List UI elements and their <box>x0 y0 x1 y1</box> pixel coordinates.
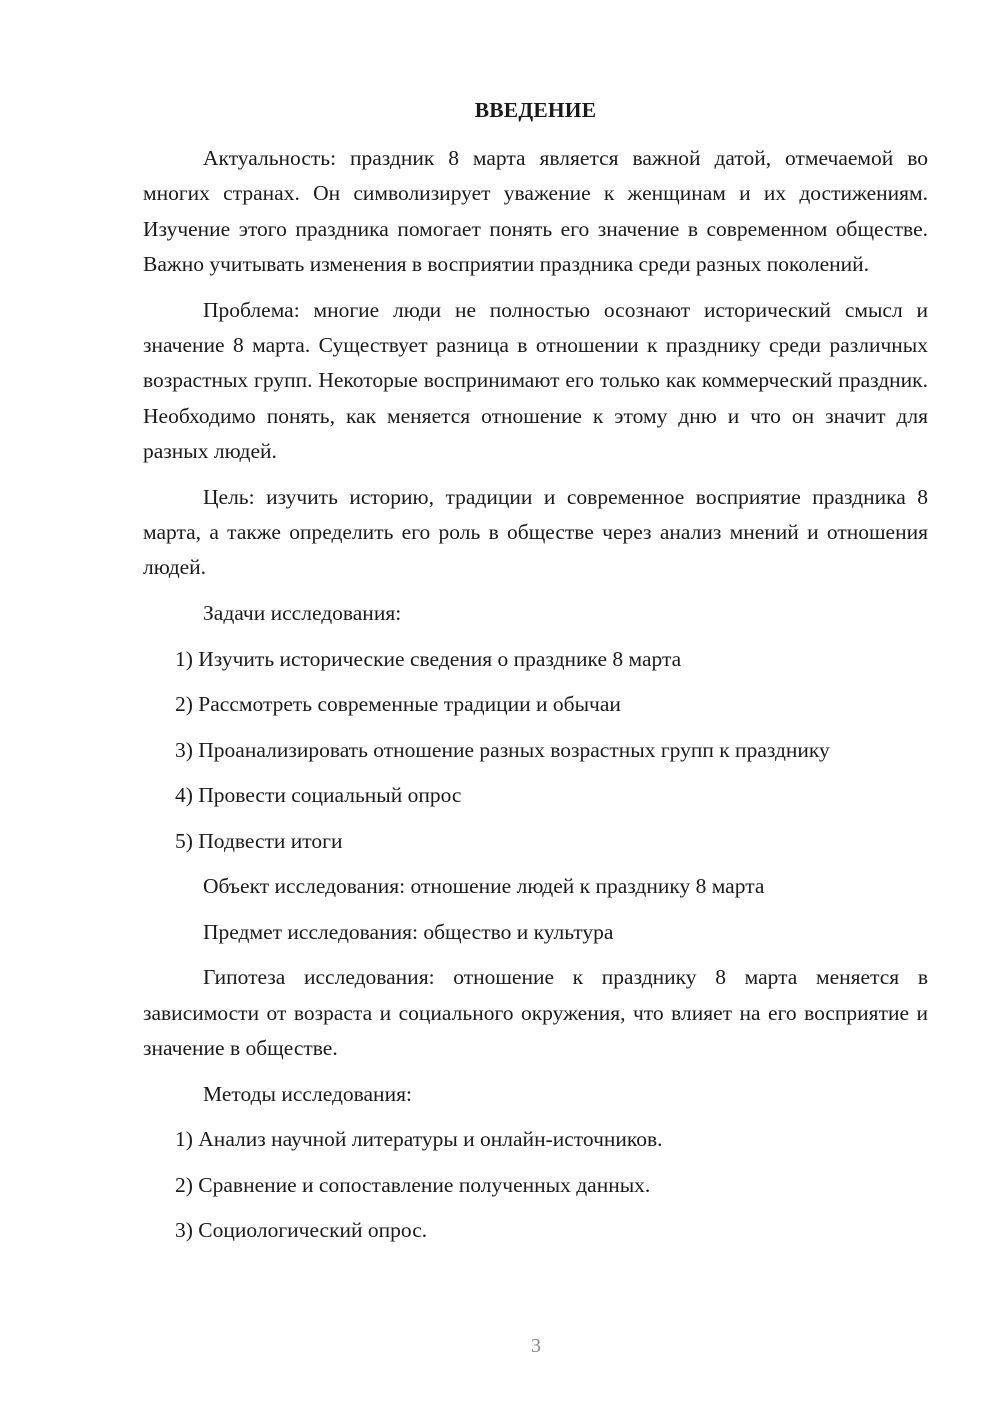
method-item: 3) Социологический опрос. <box>175 1218 428 1243</box>
research-object: Объект исследования: отношение людей к празднику 8 марта <box>203 874 765 899</box>
page-content <box>143 93 928 1259</box>
problem-paragraph: Проблема: многие люди не полностью осознают исторический смысл и значение 8 марта. Существует разница в отношении к празднику среди различных возрастных групп. Некоторые воспринимают его только как коммерческий праздник. Необходимо понять, как меняется отношение к этому дню и что он значит для разных людей. <box>143 297 928 463</box>
methods-title: Методы исследования: <box>203 1081 412 1106</box>
section-heading: ВВЕДЕНИЕ <box>474 98 597 122</box>
method-item: 2) Сравнение и сопоставление полученных данных. <box>175 1172 651 1197</box>
task-item: 1) Изучить исторические сведения о празднике 8 марта <box>175 646 682 671</box>
tasks-title: Задачи исследования: <box>203 601 402 626</box>
research-subject: Предмет исследования: общество и культура <box>203 919 614 944</box>
page-number: 3 <box>531 1335 541 1357</box>
task-item: 3) Проанализировать отношение разных возрастных групп к празднику <box>175 737 830 762</box>
task-item: 4) Провести социальный опрос <box>175 783 462 808</box>
relevance-paragraph: Актуальность: праздник 8 марта является важной датой, отмечаемой во многих странах. Он символизирует уважение к женщинам и их достижениям. Изучение этого праздника помогает понять его значение в современном обществе. Важно учитывать изменения в восприятии праздника среди разных поколений. <box>143 146 928 276</box>
goal-paragraph: Цель: изучить историю, традиции и современное восприятие праздника 8 марта, а также определить его роль в обществе через анализ мнений и отношения людей. <box>143 484 928 580</box>
method-item: 1) Анализ научной литературы и онлайн-источников. <box>175 1127 663 1152</box>
task-item: 2) Рассмотреть современные традиции и обычаи <box>175 692 621 717</box>
task-item: 5) Подвести итоги <box>175 828 343 853</box>
hypothesis-paragraph: Гипотеза исследования: отношение к празднику 8 марта меняется в зависимости от возраста и социального окружения, что влияет на его восприятие и значение в обществе. <box>143 965 928 1060</box>
